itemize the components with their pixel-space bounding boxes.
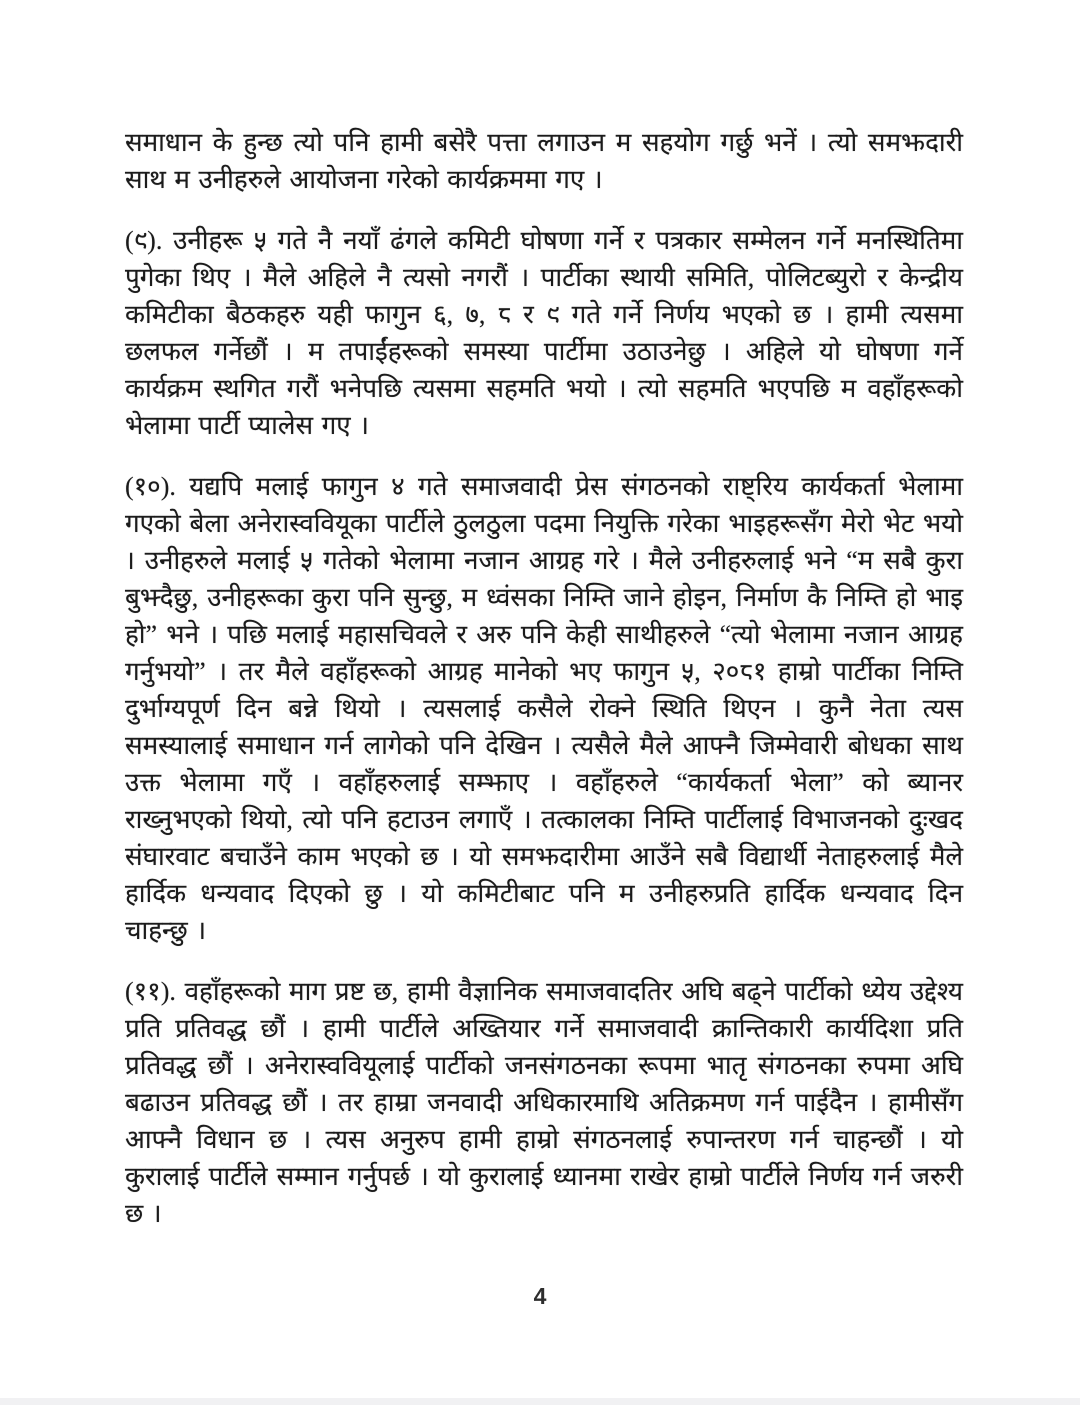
paragraph-10: (१०). यद्यपि मलाई फागुन ४ गते समाजवादी प्रेस संगठनको राष्ट्रिय कार्यकर्ता भेलामा गएको बेला अनेरास्ववियूका पार्टीले ठुलठुला पदमा नियुक्ति गरेका भाइहरूसँग मेरो भेट भयो । उनीहरुले मलाई ५ गतेको भेलामा नजान आग्रह गरे । मैले उनीहरुलाई भने “म सबै कुरा बुझ्दैछु, उनीहरूका कुरा पनि सुन्छु, म ध्वंसका निम्ति जाने होइन, निर्माण कै निम्ति हो भाइ हो” भने । पछि मलाई महासचिवले र अरु पनि केही साथीहरुले “त्यो भेलामा नजान आग्रह गर्नुभयो” । तर मैले वहाँहरूको आग्रह मानेको भए फागुन ५, २०८१ हाम्रो पार्टीका निम्ति दुर्भाग्यपूर्ण दिन बन्ने थियो । त्यसलाई कसैले रोक्ने स्थिति थिएन । कुनै नेता त्यस समस्यालाई समाधान गर्न लागेको पनि देखिन । त्यसैले मैले आफ्नै जिम्मेवारी बोधका साथ उक्त भेलामा गएँ । वहाँहरुलाई सम्झाए । वहाँहरुले “कार्यकर्ता भेला” को ब्यानर राख्नुभएको थियो, त्यो पनि हटाउन लगाएँ । तत्कालका निम्ति पार्टीलाई विभाजनको दुःखद संघारवाट बचाउँने काम भएको छ । यो समझदारीमा आउँने सबै विद्यार्थी नेताहरुलाई मैले हार्दिक धन्यवाद दिएको छु । यो कमिटीबाट पनि म उनीहरुप्रति हार्दिक धन्यवाद दिन चाहन्छु । <box>125 472 963 945</box>
text-block <box>125 124 963 1256</box>
paragraph-continuation: समाधान के हुन्छ त्यो पनि हामी बसेरै पत्ता लगाउन म सहयोग गर्छु भनें । त्यो समझदारी साथ म उनीहरुले आयोजना गरेको कार्यक्रममा गए । <box>125 128 963 194</box>
paragraph-9: (९). उनीहरू ५ गते नै नयाँ ढंगले कमिटी घोषणा गर्ने र पत्रकार सम्मेलन गर्ने मनस्थितिमा पुगेका थिए । मैले अहिले नै त्यसो नगरौं । पार्टीका स्थायी समिति, पोलिटब्युरो र केन्द्रीय कमिटीका बैठकहरु यही फागुन ६, ७, ८ र ९ गते गर्ने निर्णय भएको छ । हामी त्यसमा छलफल गर्नेछौं । म तपाईंहरूको समस्या पार्टीमा उठाउनेछु । अहिले यो घोषणा गर्ने कार्यक्रम स्थगित गरौं भनेपछि त्यसमा सहमति भयो । त्यो सहमति भएपछि म वहाँहरूको भेलामा पार्टी प्यालेस गए । <box>125 226 963 440</box>
paragraph-11: (११). वहाँहरूको माग प्रष्ट छ, हामी वैज्ञानिक समाजवादतिर अघि बढ्ने पार्टीको ध्येय उद्देश्य प्रति प्रतिवद्ध छौं । हामी पार्टीले अख्तियार गर्ने समाजवादी क्रान्तिकारी कार्यदिशा प्रति प्रतिवद्ध छौं । अनेरास्ववियूलाई पार्टीको जनसंगठनका रूपमा भातृ संगठनका रुपमा अघि बढाउन प्रतिवद्ध छौं । तर हाम्रा जनवादी अधिकारमाथि अतिक्रमण गर्न पाईदैन । हामीसँग आफ्नै विधान छ । त्यस अनुरुप हामी हाम्रो संगठनलाई रुपान्तरण गर्न चाहन्छौं । यो कुरालाई पार्टीले सम्मान गर्नुपर्छ । यो कुरालाई ध्यानमा राखेर हाम्रो पार्टीले निर्णय गर्न जरुरी छ । <box>125 977 963 1228</box>
scan-bottom-edge <box>0 1398 1080 1405</box>
page-number: 4 <box>533 1283 547 1309</box>
